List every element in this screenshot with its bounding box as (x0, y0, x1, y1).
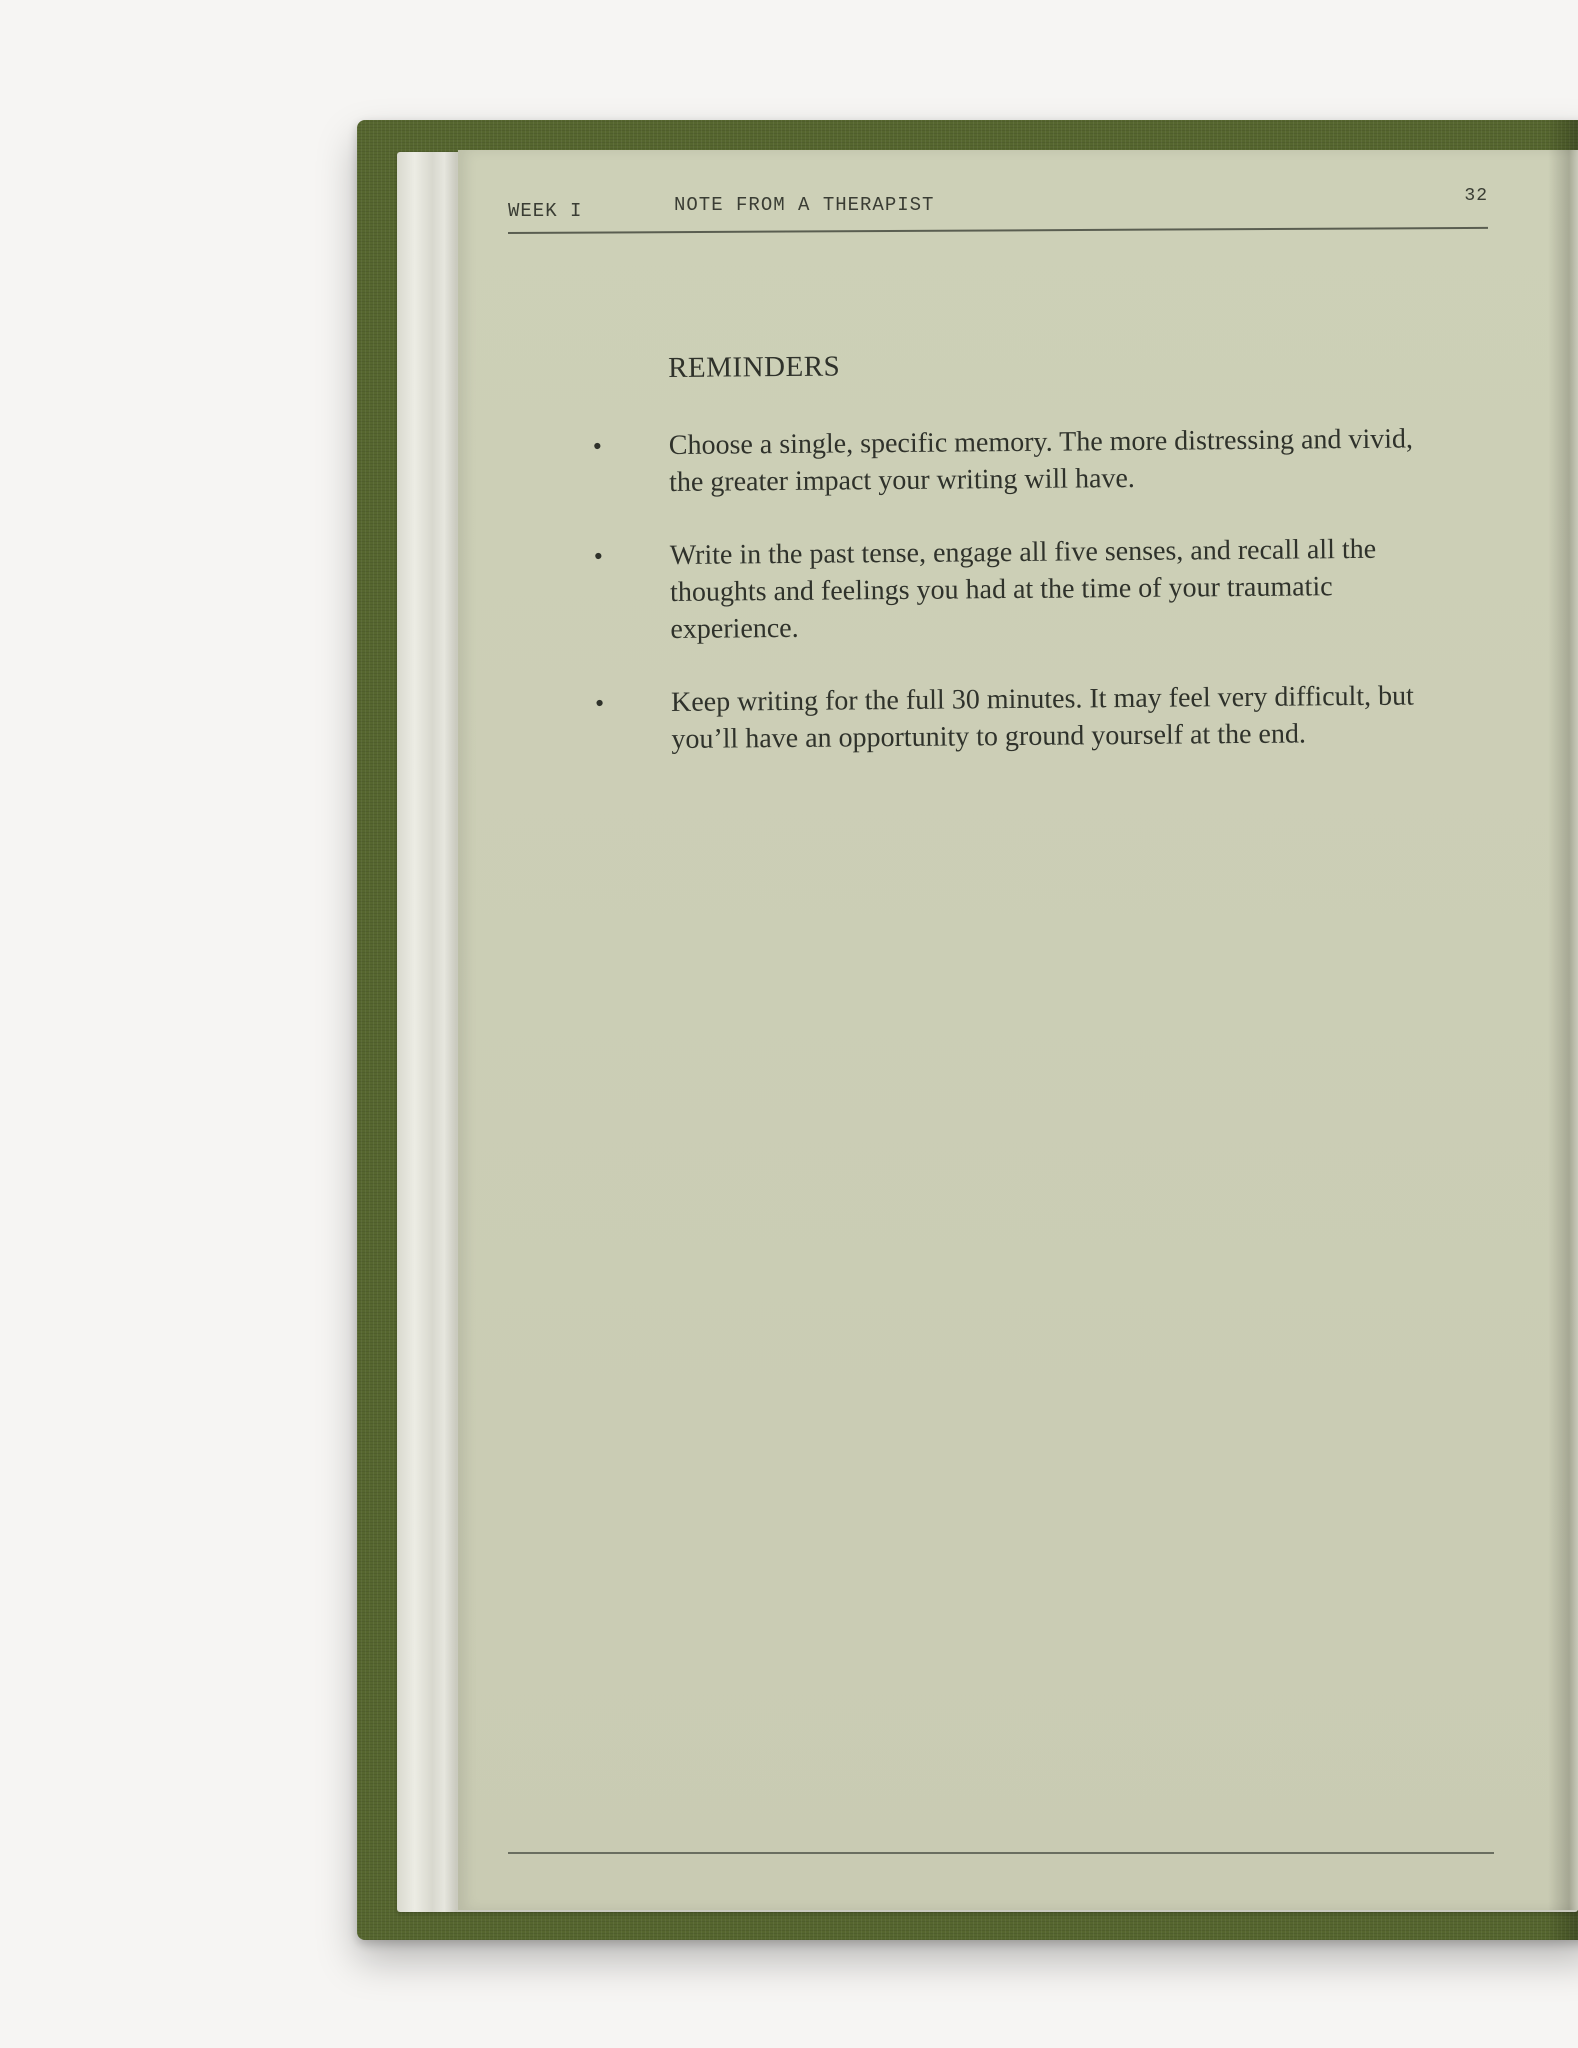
reminder-item (592, 420, 1450, 501)
bullet-icon: • (594, 688, 605, 718)
bullet-icon: • (592, 431, 603, 461)
reminder-item (593, 530, 1451, 648)
reminder-text: Choose a single, specific memory. The more distressing and vivid, the greater impact your writing will have. (668, 423, 1414, 498)
reminders-list (592, 420, 1452, 758)
section-title: REMINDERS (668, 350, 841, 384)
reminder-item (594, 677, 1452, 758)
bullet-icon: • (593, 541, 604, 571)
reminder-text: Keep writing for the full 30 minutes. It may feel very difficult, but you’ll have an opportunity to ground yourself at the end. (670, 680, 1415, 755)
page-content (592, 345, 1452, 794)
footer-rule (508, 1852, 1494, 1854)
page-number: 32 (1464, 186, 1488, 206)
reminder-text: Write in the past tense, engage all five senses, and recall all the thoughts and feelings you had at the time of your traumatic experience. (669, 533, 1377, 645)
running-head (508, 186, 1488, 230)
week-label: WEEK I (508, 200, 583, 222)
page-gutter (1548, 150, 1578, 1910)
book-page (458, 150, 1578, 1910)
section-label: NOTE FROM A THERAPIST (674, 194, 935, 216)
